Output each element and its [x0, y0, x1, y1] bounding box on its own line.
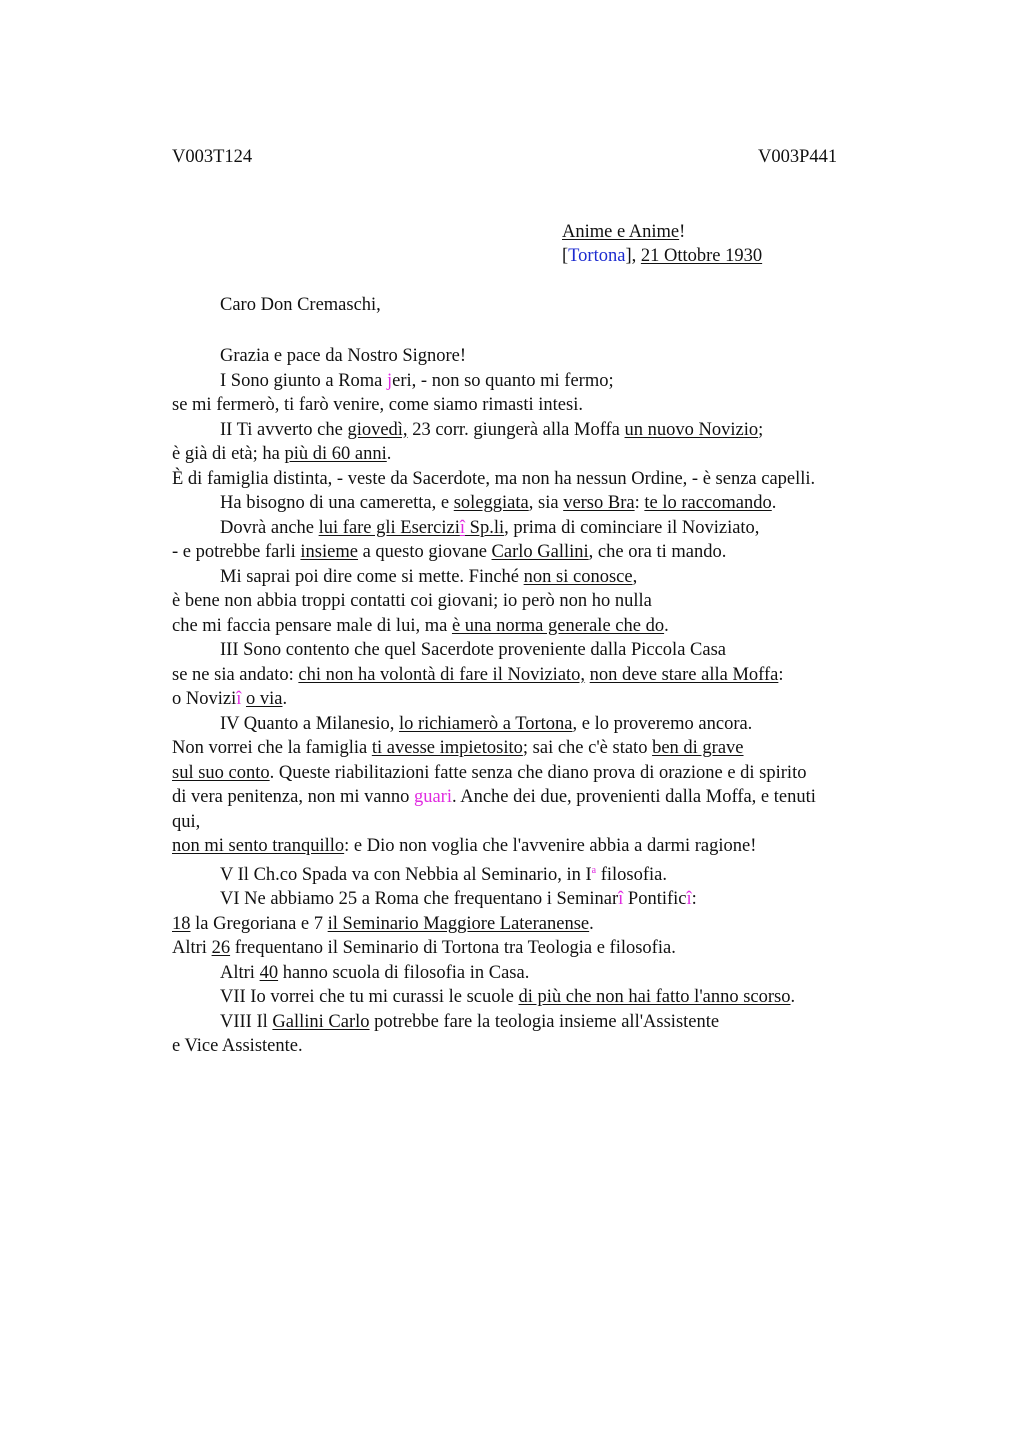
paragraph-2-line-1: II Ti avverto che giovedì, 23 corr. giungerà alla Moffa un nuovo Novizio;: [220, 419, 764, 440]
place-name: Tortona: [568, 246, 626, 266]
salutation: Caro Don Cremaschi,: [220, 295, 381, 315]
paragraph-9-line-4: Altri 40 hanno scuola di filosofia in Casa.: [220, 962, 530, 983]
paragraph-7-line-4: di vera penitenza, non mi vanno guari. Anche dei due, provenienti dalla Moffa, e tenuti: [172, 787, 816, 807]
paragraph-9-line-1: VI Ne abbiamo 25 a Roma che frequentano i Seminarî Pontificî:: [220, 889, 697, 909]
paragraph-6-line-1: III Sono contento che quel Sacerdote proveniente dalla Piccola Casa: [220, 640, 726, 660]
paragraph-1-line-1: I Sono giunto a Roma jeri, - non so quanto mi fermo;: [220, 370, 614, 391]
paragraph-4-line-2: - e potrebbe farli insieme a questo giovane Carlo Gallini, che ora ti mando.: [172, 542, 727, 562]
paragraph-1-line-2: se mi fermerò, ti farò venire, come siamo rimasti intesi.: [172, 395, 583, 415]
document-code-left: V003T124: [172, 147, 253, 167]
paragraph-5-line-2: è bene non abbia troppi contatti coi giovani; io però non ho nulla: [172, 591, 652, 611]
paragraph-7-line-6: non mi sento tranquillo: e Dio non voglia che l'avvenire abbia a darmi ragione!: [172, 836, 757, 856]
paragraph-7-line-2: Non vorrei che la famiglia ti avesse impietosito; sai che c'è stato ben di grave: [172, 738, 744, 758]
paragraph-6-line-2: se ne sia andato: chi non ha volontà di fare il Noviziato, non deve stare alla Moffa:: [172, 664, 784, 685]
paragraph-3-line-1: Ha bisogno di una cameretta, e soleggiata, sia verso Bra: te lo raccomando.: [220, 493, 777, 513]
paragraph-8-line-1: V Il Ch.co Spada va con Nebbia al Seminario, in $I^a$ filosofia.: [220, 864, 667, 885]
paragraph-6-line-3: o Noviziî o via.: [172, 689, 288, 709]
letter-body: [172, 344, 902, 1059]
paragraph-11-line-1: VIII Il Gallini Carlo potrebbe fare la teologia insieme all'Assistente: [220, 1011, 720, 1032]
letter-date: 21 Ottobre 1930: [640, 246, 763, 266]
paragraph-10-line-1: VII Io vorrei che tu mi curassi le scuole di più che non hai fatto l'anno scorso.: [220, 987, 796, 1007]
paragraph-4-line-1: Dovrà anche lui fare gli Eserciziî Sp.li, prima di cominciare il Noviziato,: [220, 517, 760, 538]
paragraph-2-line-2: è già di età; ha più di 60 anni.: [172, 444, 392, 464]
paragraph-5-line-1: Mi saprai poi dire come si mette. Finché non si conosce,: [220, 566, 638, 587]
paragraph-7-line-3: sul suo conto. Queste riabilitazioni fatte senza che diano prova di orazione e di spirito: [172, 762, 807, 783]
paragraph-11-line-2: e Vice Assistente.: [172, 1036, 303, 1056]
document-code-right: V003P441: [758, 147, 838, 167]
paragraph-2-line-3: È di famiglia distinta, - veste da Sacerdote, ma non ha nessun Ordine, - è senza capelli.: [172, 468, 816, 489]
letter-dateline: [Tortona], 21 Ottobre 1930: [562, 246, 763, 266]
paragraph-9-line-3: Altri 26 frequentano il Seminario di Tortona tra Teologia e filosofia.: [172, 938, 676, 958]
paragraph-7-line-5: qui,: [172, 811, 201, 832]
paragraph-5-line-3: che mi faccia pensare male di lui, ma è una norma generale che do.: [172, 615, 669, 636]
greeting: Grazia e pace da Nostro Signore!: [220, 346, 467, 366]
letter-title: Anime e Anime!: [562, 222, 686, 242]
paragraph-7-line-1: IV Quanto a Milanesio, lo richiamerò a Tortona, e lo proveremo ancora.: [220, 713, 753, 734]
paragraph-9-line-2: 18 la Gregoriana e 7 il Seminario Maggiore Lateranense.: [172, 913, 594, 934]
